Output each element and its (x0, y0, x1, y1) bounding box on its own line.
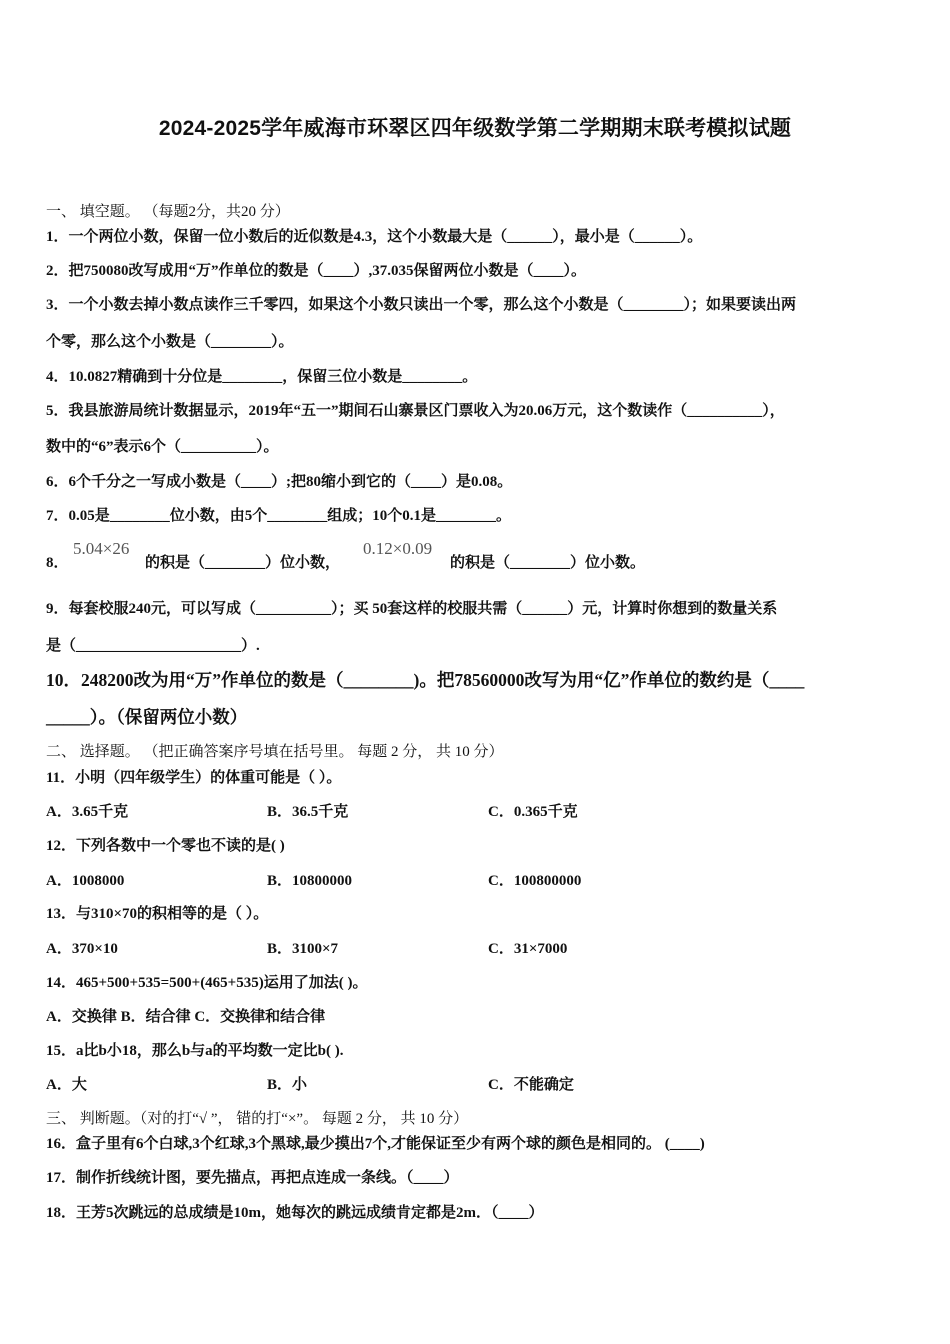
question-18: 18．王芳5次跳远的总成绩是10m，她每次的跳远成绩肯定都是2m．（____） (46, 1205, 544, 1221)
question-8-number: 8． (46, 555, 69, 571)
question-3-line2: 个零，那么这个小数是（________）。 (46, 334, 294, 350)
option-b: B．小 (267, 1077, 308, 1093)
formula-expression-1: 5.04×26 (73, 539, 130, 558)
question-10-line2: _____）。（保留两位小数） (46, 707, 248, 727)
option-a: A．大 (46, 1077, 87, 1093)
section-heading-fill: 一、 填空题。 （每题2分，共20 分） (46, 204, 290, 220)
question-7: 7．0.05是________位小数，由5个________组成；10个0.1是________。 (46, 508, 512, 524)
option-a: A．370×10 (46, 941, 118, 957)
question-2: 2．把750080改写成用“万”作单位的数是（____）,37.035保留两位小数是（____）。 (46, 263, 587, 279)
section-heading-judge: 三、 判断题。（对的打“√ ”， 错的打“×”。 每题 2 分， 共 10 分） (46, 1111, 469, 1127)
option-c: C．100800000 (488, 873, 582, 889)
formula-expression-2: 0.12×0.09 (363, 539, 433, 558)
page-title: 2024-2025学年威海市环翠区四年级数学第二学期期末联考模拟试题 (158, 117, 792, 140)
question-13: 13．与310×70的积相等的是（ ）。 (46, 906, 269, 922)
section-heading-choice: 二、 选择题。 （把正确答案序号填在括号里。 每题 2 分， 共 10 分） (46, 744, 504, 760)
option-c: C．31×7000 (488, 941, 568, 957)
question-11: 11．小明（四年级学生）的体重可能是（ ）。 (46, 770, 342, 786)
question-10-line1: 10．248200改为用“万”作单位的数是（________)。把78560000改写为用“亿”作单位的数约是（____ (46, 670, 805, 690)
question-8-middle: 的积是（________）位小数， (145, 555, 341, 571)
option-b: B．10800000 (267, 873, 353, 889)
question-8-end: 的积是（________）位小数。 (450, 555, 646, 571)
question-14: 14．465+500+535=500+(465+535)运用了加法( )。 (46, 975, 368, 991)
option-b: B．36.5千克 (267, 804, 349, 820)
question-5-line1: 5．我县旅游局统计数据显示，2019年“五一”期间石山寨景区门票收入为20.06万元，这个数读作（__________）， (46, 403, 785, 419)
question-14-options: A．交换律 B．结合律 C．交换律和结合律 (46, 1009, 326, 1025)
question-16: 16．盒子里有6个白球,3个红球,3个黑球,最少摸出7个,才能保证至少有两个球的颜色是相同的。 (____) (46, 1136, 705, 1152)
question-4: 4．10.0827精确到十分位是________，保留三位小数是________。 (46, 369, 478, 385)
question-1: 1．一个两位小数，保留一位小数后的近似数是4.3，这个小数最大是（______），最小是（______）。 (46, 229, 703, 245)
question-6: 6．6个千分之一写成小数是（____）;把80缩小到它的（____）是0.08。 (46, 474, 513, 490)
option-a: A．1008000 (46, 873, 125, 889)
question-9-line2: 是（______________________）. (46, 638, 260, 654)
question-17: 17．制作折线统计图，要先描点，再把点连成一条线。（____） (46, 1170, 459, 1186)
option-b: B．3100×7 (267, 941, 339, 957)
question-12: 12．下列各数中一个零也不读的是( ) (46, 838, 285, 854)
option-c: C．不能确定 (488, 1077, 574, 1093)
question-5-line2: 数中的“6”表示6个（__________）。 (46, 439, 279, 455)
question-15: 15．a比b小18，那么b与a的平均数一定比b( ). (46, 1043, 344, 1059)
question-3-line1: 3．一个小数去掉小数点读作三千零四，如果这个小数只读出一个零，那么这个小数是（________）；如果要读出两 (46, 297, 797, 313)
option-a: A．3.65千克 (46, 804, 129, 820)
option-c: C．0.365千克 (488, 804, 578, 820)
question-9-line1: 9．每套校服240元，可以写成（__________）；买 50套这样的校服共需（______）元，计算时你想到的数量关系 (46, 601, 778, 617)
